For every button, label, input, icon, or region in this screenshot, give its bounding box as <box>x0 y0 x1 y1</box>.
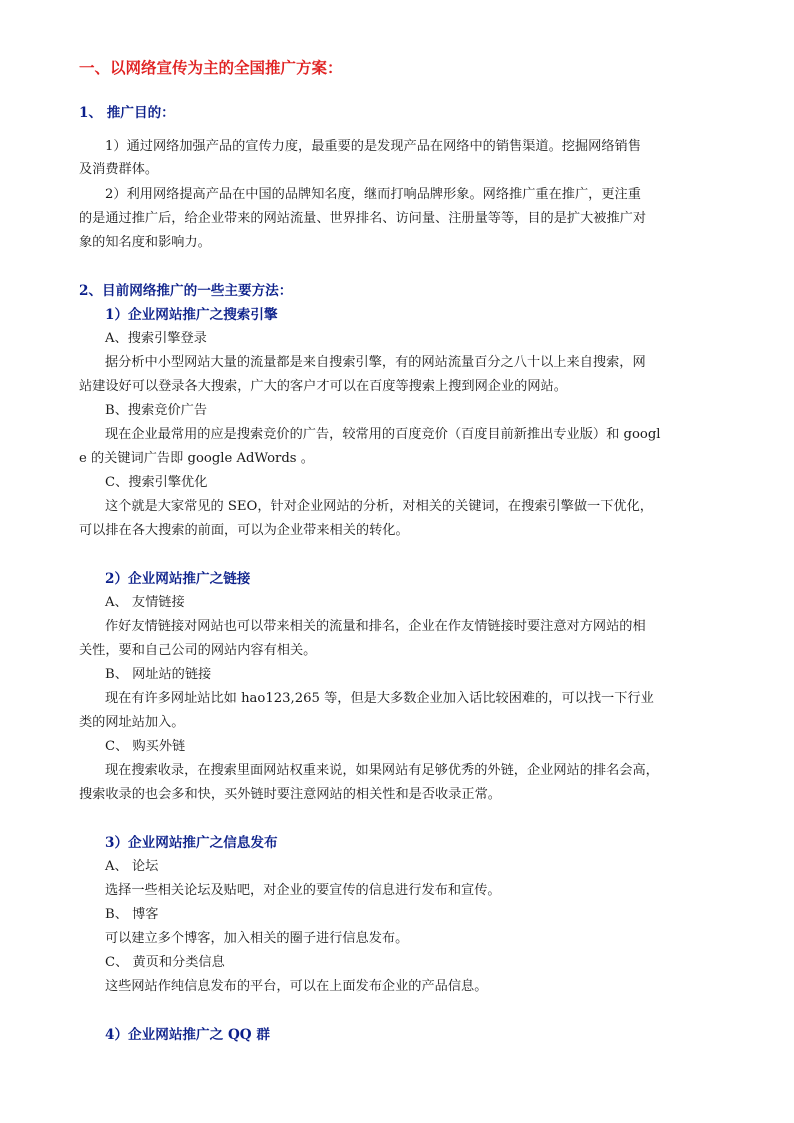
paragraph-line: 站建设好可以登录各大搜索，广大的客户才可以在百度等搜索上搜到网企业的网站。 <box>79 379 567 394</box>
method1-a-label: A、搜索引擎登录 <box>105 331 207 346</box>
document-title: 一、以网络宣传为主的全国推广方案： <box>79 58 343 77</box>
paragraph-line: e 的关键词广告即 google AdWords 。 <box>79 451 314 466</box>
method3-a-label: A、 论坛 <box>105 859 159 874</box>
section1-heading: 1、 推广目的： <box>79 105 175 121</box>
paragraph-line: 可以排在各大搜索的前面，可以为企业带来相关的转化。 <box>79 523 409 538</box>
paragraph-line: 可以建立多个博客，加入相关的圈子进行信息发布。 <box>105 931 409 946</box>
paragraph-line: 据分析中小型网站大量的流量都是来自搜索引擎，有的网站流量百分之八十以上来自搜索，网 <box>105 355 646 370</box>
paragraph-line: 关性，要和自己公司的网站内容有相关。 <box>79 643 317 658</box>
method2-c-label: C、 购买外链 <box>105 739 186 754</box>
method3-heading: 3）企业网站推广之信息发布 <box>105 835 278 851</box>
method2-heading: 2）企业网站推广之链接 <box>105 571 251 587</box>
paragraph-line: 这些网站作纯信息发布的平台，可以在上面发布企业的产品信息。 <box>105 979 488 994</box>
paragraph-line: 的是通过推广后，给企业带来的网站流量、世界排名、访问量、注册量等等，目的是扩大被推广对 <box>79 211 647 226</box>
method3-b-label: B、 博客 <box>105 907 159 922</box>
paragraph-line: 象的知名度和影响力。 <box>79 235 211 250</box>
paragraph-line: 类的网址站加入。 <box>79 715 185 730</box>
paragraph-line: 选择一些相关论坛及贴吧，对企业的要宣传的信息进行发布和宣传。 <box>105 883 501 898</box>
paragraph-line: 搜索收录的也会多和快，买外链时要注意网站的相关性和是否收录正常。 <box>79 787 501 802</box>
method4-heading: 4）企业网站推广之 QQ 群 <box>105 1027 270 1043</box>
paragraph-line: 2）利用网络提高产品在中国的品牌知名度，继而打响品牌形象。网络推广重在推广，更注重 <box>105 187 641 202</box>
paragraph-line: 1）通过网络加强产品的宣传力度，最重要的是发现产品在网络中的销售渠道。挖掘网络销售 <box>105 139 641 154</box>
section2-heading: 2、目前网络推广的一些主要方法： <box>79 283 293 299</box>
paragraph-line: 现在企业最常用的应是搜索竞价的广告，较常用的百度竞价（百度目前新推出专业版）和 googl <box>105 427 661 442</box>
paragraph-line: 现在有许多网址站比如 hao123,265 等，但是大多数企业加入话比较困难的，可以找一下行业 <box>105 691 654 706</box>
paragraph-line: 现在搜索收录，在搜索里面网站权重来说，如果网站有足够优秀的外链，企业网站的排名会高， <box>105 763 659 778</box>
method2-b-label: B、 网址站的链接 <box>105 667 212 682</box>
method1-c-label: C、搜索引擎优化 <box>105 475 208 490</box>
method1-heading: 1）企业网站推广之搜索引擎 <box>105 307 278 323</box>
method3-c-label: C、 黄页和分类信息 <box>105 955 225 970</box>
method1-b-label: B、搜索竞价广告 <box>105 403 208 418</box>
method2-a-label: A、 友情链接 <box>105 595 185 610</box>
paragraph-line: 及消费群体。 <box>79 162 159 177</box>
paragraph-line: 这个就是大家常见的 SEO，针对企业网站的分析，对相关的关键词，在搜索引擎做一下优化， <box>105 499 653 514</box>
paragraph-line: 作好友情链接对网站也可以带来相关的流量和排名，企业在作友情链接时要注意对方网站的相 <box>105 619 646 634</box>
